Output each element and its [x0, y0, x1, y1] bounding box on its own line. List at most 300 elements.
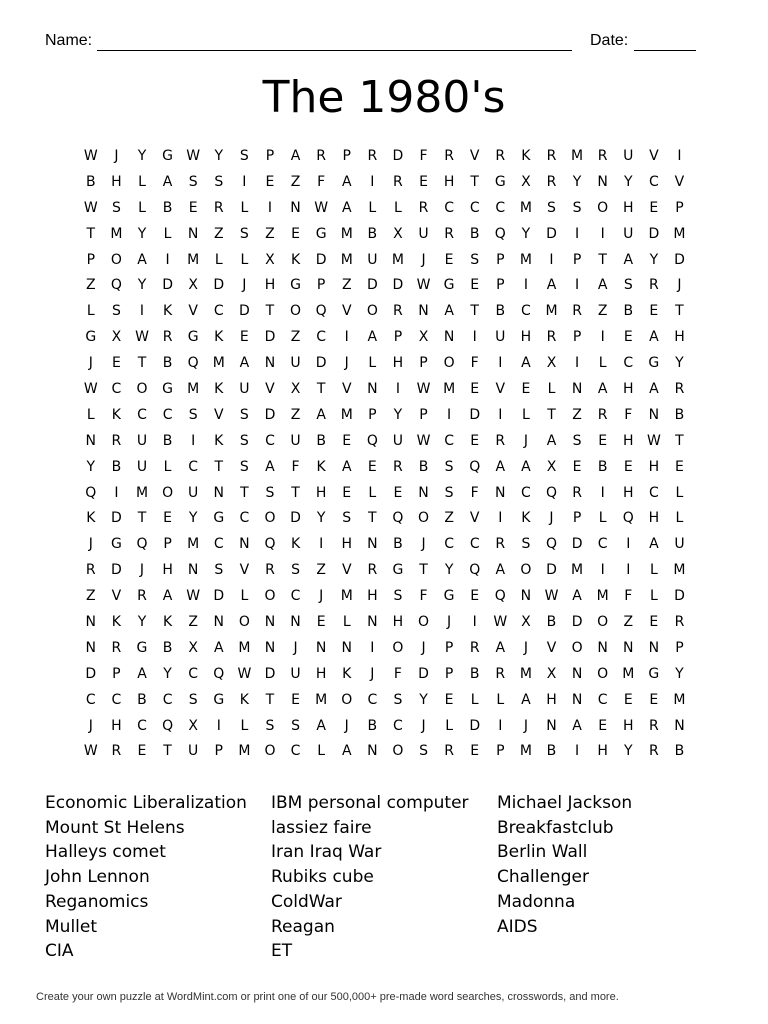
- grid-cell[interactable]: F: [317, 173, 326, 190]
- grid-cell[interactable]: F: [393, 665, 402, 682]
- grid-cell[interactable]: Z: [597, 303, 608, 320]
- grid-cell[interactable]: D: [264, 406, 276, 423]
- grid-cell[interactable]: W: [83, 380, 98, 397]
- grid-cell[interactable]: S: [444, 458, 454, 475]
- grid-cell[interactable]: L: [342, 613, 351, 630]
- grid-cell[interactable]: M: [135, 484, 149, 501]
- grid-cell[interactable]: E: [265, 173, 275, 190]
- grid-cell[interactable]: E: [419, 173, 428, 190]
- grid-cell[interactable]: P: [112, 665, 121, 682]
- grid-cell[interactable]: C: [290, 588, 301, 605]
- grid-cell[interactable]: N: [367, 380, 378, 397]
- grid-cell[interactable]: R: [469, 639, 480, 656]
- grid-cell[interactable]: O: [597, 199, 609, 216]
- grid-cell[interactable]: C: [111, 380, 122, 397]
- grid-cell[interactable]: P: [265, 147, 275, 164]
- grid-cell[interactable]: E: [291, 225, 300, 242]
- grid-cell[interactable]: D: [392, 277, 404, 294]
- grid-cell[interactable]: G: [213, 691, 225, 708]
- grid-cell[interactable]: C: [521, 303, 531, 320]
- grid-cell[interactable]: C: [597, 536, 608, 553]
- grid-cell[interactable]: O: [264, 588, 276, 605]
- grid-cell[interactable]: G: [443, 588, 455, 605]
- grid-cell[interactable]: Q: [545, 536, 557, 553]
- grid-cell[interactable]: L: [240, 251, 249, 268]
- grid-cell[interactable]: D: [469, 717, 481, 734]
- grid-cell[interactable]: F: [624, 588, 633, 605]
- grid-cell[interactable]: N: [187, 562, 199, 579]
- grid-cell[interactable]: G: [110, 536, 122, 553]
- grid-cell[interactable]: I: [216, 717, 221, 734]
- grid-cell[interactable]: V: [341, 380, 352, 397]
- grid-cell[interactable]: J: [293, 639, 298, 656]
- grid-cell[interactable]: E: [470, 380, 480, 397]
- grid-cell[interactable]: D: [315, 355, 327, 372]
- grid-cell[interactable]: P: [675, 639, 684, 656]
- grid-cell[interactable]: S: [291, 562, 300, 579]
- grid-cell[interactable]: D: [111, 510, 122, 527]
- grid-cell[interactable]: C: [188, 665, 199, 682]
- grid-cell[interactable]: T: [368, 510, 377, 527]
- grid-cell[interactable]: I: [395, 380, 400, 397]
- grid-cell[interactable]: N: [418, 303, 429, 320]
- grid-cell[interactable]: K: [214, 329, 224, 346]
- grid-cell[interactable]: T: [419, 562, 428, 579]
- grid-cell[interactable]: C: [444, 432, 454, 449]
- grid-cell[interactable]: H: [546, 691, 557, 708]
- grid-cell[interactable]: K: [290, 251, 301, 268]
- grid-cell[interactable]: G: [162, 380, 173, 397]
- grid-cell[interactable]: N: [264, 639, 276, 656]
- grid-cell[interactable]: R: [597, 147, 608, 164]
- grid-cell[interactable]: L: [496, 691, 505, 708]
- grid-cell[interactable]: X: [290, 380, 301, 397]
- grid-cell[interactable]: V: [649, 147, 659, 164]
- grid-cell[interactable]: J: [421, 251, 426, 268]
- grid-cell[interactable]: S: [547, 199, 556, 216]
- grid-cell[interactable]: C: [495, 199, 506, 216]
- grid-cell[interactable]: Z: [86, 588, 96, 605]
- grid-cell[interactable]: E: [342, 432, 352, 449]
- grid-cell[interactable]: N: [571, 691, 583, 708]
- grid-cell[interactable]: A: [495, 562, 506, 579]
- grid-cell[interactable]: M: [340, 225, 353, 242]
- grid-cell[interactable]: Y: [649, 251, 659, 268]
- grid-cell[interactable]: S: [470, 251, 480, 268]
- grid-cell[interactable]: N: [85, 639, 97, 656]
- grid-cell[interactable]: W: [83, 147, 98, 164]
- grid-cell[interactable]: L: [86, 406, 95, 423]
- grid-cell[interactable]: Q: [110, 277, 122, 294]
- grid-cell[interactable]: L: [240, 199, 249, 216]
- grid-cell[interactable]: J: [319, 588, 324, 605]
- grid-cell[interactable]: H: [623, 380, 634, 397]
- grid-cell[interactable]: I: [600, 562, 605, 579]
- grid-cell[interactable]: I: [575, 743, 580, 760]
- grid-cell[interactable]: C: [444, 536, 454, 553]
- grid-cell[interactable]: B: [469, 225, 480, 242]
- grid-cell[interactable]: N: [520, 588, 532, 605]
- grid-cell[interactable]: N: [264, 613, 276, 630]
- grid-cell[interactable]: Z: [572, 406, 582, 423]
- grid-cell[interactable]: O: [597, 665, 609, 682]
- grid-cell[interactable]: S: [291, 717, 300, 734]
- grid-cell[interactable]: U: [674, 536, 685, 553]
- grid-cell[interactable]: K: [239, 691, 249, 708]
- grid-cell[interactable]: I: [447, 406, 452, 423]
- grid-cell[interactable]: I: [498, 406, 503, 423]
- grid-cell[interactable]: I: [600, 484, 605, 501]
- grid-cell[interactable]: R: [367, 147, 378, 164]
- grid-cell[interactable]: R: [444, 743, 454, 760]
- grid-cell[interactable]: H: [264, 277, 276, 294]
- grid-cell[interactable]: U: [290, 432, 301, 449]
- grid-cell[interactable]: C: [137, 406, 147, 423]
- grid-cell[interactable]: L: [368, 355, 377, 372]
- grid-cell[interactable]: A: [341, 458, 352, 475]
- grid-cell[interactable]: G: [648, 665, 660, 682]
- grid-cell[interactable]: S: [444, 484, 454, 501]
- grid-cell[interactable]: E: [444, 691, 454, 708]
- grid-cell[interactable]: C: [316, 329, 327, 346]
- grid-cell[interactable]: M: [110, 225, 123, 242]
- grid-cell[interactable]: V: [469, 510, 480, 527]
- grid-cell[interactable]: S: [393, 588, 403, 605]
- grid-cell[interactable]: A: [265, 458, 275, 475]
- grid-cell[interactable]: L: [598, 355, 607, 372]
- grid-cell[interactable]: N: [648, 406, 660, 423]
- grid-cell[interactable]: K: [162, 303, 173, 320]
- grid-cell[interactable]: C: [623, 355, 634, 372]
- grid-cell[interactable]: N: [367, 613, 378, 630]
- grid-cell[interactable]: E: [623, 691, 633, 708]
- grid-cell[interactable]: V: [341, 562, 352, 579]
- grid-cell[interactable]: B: [316, 432, 326, 449]
- grid-cell[interactable]: D: [111, 562, 122, 579]
- grid-cell[interactable]: M: [571, 562, 584, 579]
- grid-cell[interactable]: A: [649, 380, 659, 397]
- grid-cell[interactable]: R: [597, 406, 608, 423]
- grid-cell[interactable]: S: [572, 199, 582, 216]
- grid-cell[interactable]: S: [623, 277, 633, 294]
- grid-cell[interactable]: D: [213, 588, 225, 605]
- grid-cell[interactable]: Q: [315, 303, 327, 320]
- grid-cell[interactable]: C: [265, 432, 275, 449]
- grid-cell[interactable]: D: [290, 510, 301, 527]
- grid-cell[interactable]: B: [418, 458, 429, 475]
- grid-cell[interactable]: N: [597, 639, 608, 656]
- grid-cell[interactable]: P: [342, 147, 351, 164]
- grid-cell[interactable]: G: [290, 277, 301, 294]
- grid-cell[interactable]: D: [392, 147, 404, 164]
- grid-cell[interactable]: E: [521, 380, 531, 397]
- grid-cell[interactable]: H: [648, 458, 660, 475]
- grid-cell[interactable]: N: [290, 199, 301, 216]
- grid-cell[interactable]: N: [443, 329, 455, 346]
- grid-cell[interactable]: M: [545, 303, 558, 320]
- grid-cell[interactable]: U: [136, 458, 148, 475]
- grid-cell[interactable]: C: [162, 691, 173, 708]
- grid-cell[interactable]: D: [85, 665, 97, 682]
- grid-cell[interactable]: R: [495, 432, 506, 449]
- grid-cell[interactable]: B: [367, 225, 378, 242]
- grid-cell[interactable]: H: [341, 536, 352, 553]
- grid-cell[interactable]: G: [392, 562, 404, 579]
- grid-cell[interactable]: J: [88, 536, 93, 553]
- grid-cell[interactable]: H: [443, 173, 455, 190]
- grid-cell[interactable]: C: [188, 458, 199, 475]
- grid-cell[interactable]: H: [623, 484, 634, 501]
- grid-cell[interactable]: L: [394, 199, 402, 216]
- grid-cell[interactable]: E: [598, 432, 608, 449]
- grid-cell[interactable]: P: [368, 406, 377, 423]
- grid-cell[interactable]: V: [546, 639, 557, 656]
- grid-cell[interactable]: X: [188, 639, 198, 656]
- grid-cell[interactable]: S: [239, 458, 249, 475]
- grid-cell[interactable]: O: [264, 743, 276, 760]
- grid-cell[interactable]: I: [575, 225, 580, 242]
- grid-cell[interactable]: Q: [545, 484, 557, 501]
- grid-cell[interactable]: P: [444, 639, 454, 656]
- grid-cell[interactable]: N: [571, 665, 583, 682]
- grid-cell[interactable]: G: [213, 510, 225, 527]
- grid-cell[interactable]: K: [316, 458, 326, 475]
- grid-cell[interactable]: V: [469, 147, 480, 164]
- grid-cell[interactable]: Q: [469, 562, 481, 579]
- grid-cell[interactable]: C: [213, 536, 224, 553]
- grid-cell[interactable]: B: [393, 536, 403, 553]
- grid-cell[interactable]: H: [367, 588, 378, 605]
- grid-cell[interactable]: L: [598, 510, 607, 527]
- grid-cell[interactable]: A: [239, 355, 250, 372]
- grid-cell[interactable]: E: [649, 303, 659, 320]
- grid-cell[interactable]: W: [186, 147, 201, 164]
- grid-cell[interactable]: J: [88, 717, 93, 734]
- grid-cell[interactable]: I: [575, 355, 580, 372]
- grid-cell[interactable]: J: [447, 613, 452, 630]
- grid-cell[interactable]: I: [242, 173, 247, 190]
- grid-cell[interactable]: S: [521, 536, 531, 553]
- grid-cell[interactable]: U: [239, 380, 250, 397]
- grid-cell[interactable]: B: [137, 691, 147, 708]
- grid-cell[interactable]: E: [649, 691, 659, 708]
- grid-cell[interactable]: E: [342, 484, 352, 501]
- grid-cell[interactable]: V: [495, 380, 506, 397]
- grid-cell[interactable]: Y: [521, 225, 531, 242]
- grid-cell[interactable]: M: [340, 251, 353, 268]
- grid-cell[interactable]: X: [521, 173, 531, 190]
- grid-cell[interactable]: Q: [85, 484, 97, 501]
- grid-cell[interactable]: M: [340, 588, 353, 605]
- grid-cell[interactable]: A: [213, 639, 224, 656]
- grid-cell[interactable]: E: [470, 432, 480, 449]
- grid-cell[interactable]: D: [418, 665, 429, 682]
- grid-cell[interactable]: U: [418, 225, 429, 242]
- grid-cell[interactable]: S: [188, 406, 198, 423]
- grid-cell[interactable]: W: [237, 665, 252, 682]
- grid-cell[interactable]: O: [110, 251, 122, 268]
- grid-cell[interactable]: E: [623, 329, 633, 346]
- grid-cell[interactable]: P: [163, 536, 172, 553]
- grid-cell[interactable]: N: [367, 743, 378, 760]
- grid-cell[interactable]: M: [622, 665, 635, 682]
- grid-cell[interactable]: R: [111, 743, 122, 760]
- grid-cell[interactable]: D: [571, 536, 583, 553]
- grid-cell[interactable]: A: [521, 691, 531, 708]
- grid-cell[interactable]: I: [165, 251, 170, 268]
- grid-cell[interactable]: J: [523, 639, 528, 656]
- grid-cell[interactable]: Y: [214, 147, 224, 164]
- grid-cell[interactable]: C: [469, 199, 480, 216]
- grid-cell[interactable]: E: [470, 588, 480, 605]
- grid-cell[interactable]: R: [393, 173, 403, 190]
- grid-cell[interactable]: A: [572, 588, 582, 605]
- grid-cell[interactable]: E: [470, 277, 480, 294]
- grid-cell[interactable]: E: [444, 251, 454, 268]
- grid-cell[interactable]: A: [367, 329, 378, 346]
- grid-cell[interactable]: T: [137, 355, 147, 372]
- grid-cell[interactable]: L: [214, 251, 223, 268]
- grid-cell[interactable]: F: [419, 147, 428, 164]
- grid-cell[interactable]: K: [162, 613, 173, 630]
- grid-cell[interactable]: E: [649, 613, 659, 630]
- grid-cell[interactable]: N: [239, 536, 250, 553]
- grid-cell[interactable]: E: [188, 199, 198, 216]
- grid-cell[interactable]: E: [239, 329, 249, 346]
- grid-cell[interactable]: F: [419, 588, 428, 605]
- grid-cell[interactable]: E: [598, 717, 608, 734]
- grid-cell[interactable]: N: [315, 639, 327, 656]
- grid-cell[interactable]: I: [191, 432, 196, 449]
- grid-cell[interactable]: Q: [469, 458, 481, 475]
- grid-cell[interactable]: M: [673, 225, 686, 242]
- grid-cell[interactable]: A: [444, 303, 454, 320]
- grid-cell[interactable]: Z: [290, 406, 301, 423]
- grid-cell[interactable]: M: [519, 665, 532, 682]
- grid-cell[interactable]: T: [137, 510, 147, 527]
- grid-cell[interactable]: D: [238, 303, 250, 320]
- grid-cell[interactable]: A: [521, 355, 531, 372]
- grid-cell[interactable]: F: [624, 406, 633, 423]
- grid-cell[interactable]: K: [342, 665, 352, 682]
- grid-cell[interactable]: O: [597, 613, 609, 630]
- grid-cell[interactable]: I: [267, 199, 273, 216]
- grid-cell[interactable]: M: [238, 743, 251, 760]
- grid-cell[interactable]: B: [162, 199, 173, 216]
- grid-cell[interactable]: M: [238, 639, 251, 656]
- grid-cell[interactable]: V: [188, 303, 198, 320]
- grid-cell[interactable]: B: [597, 458, 608, 475]
- grid-cell[interactable]: V: [213, 406, 224, 423]
- grid-cell[interactable]: R: [674, 613, 685, 630]
- grid-cell[interactable]: M: [673, 691, 686, 708]
- grid-cell[interactable]: I: [549, 251, 554, 268]
- grid-cell[interactable]: C: [213, 303, 224, 320]
- grid-cell[interactable]: A: [316, 406, 326, 423]
- grid-cell[interactable]: O: [162, 484, 174, 501]
- grid-cell[interactable]: R: [572, 484, 582, 501]
- grid-cell[interactable]: B: [162, 355, 173, 372]
- grid-cell[interactable]: C: [85, 691, 96, 708]
- grid-cell[interactable]: P: [419, 355, 428, 372]
- grid-cell[interactable]: D: [213, 277, 225, 294]
- grid-cell[interactable]: E: [367, 458, 377, 475]
- grid-cell[interactable]: T: [316, 380, 326, 397]
- grid-cell[interactable]: M: [519, 199, 532, 216]
- grid-cell[interactable]: C: [162, 406, 173, 423]
- grid-cell[interactable]: H: [315, 484, 327, 501]
- grid-cell[interactable]: O: [418, 613, 430, 630]
- grid-cell[interactable]: I: [472, 613, 477, 630]
- grid-cell[interactable]: J: [139, 562, 145, 579]
- grid-cell[interactable]: H: [648, 510, 660, 527]
- grid-cell[interactable]: R: [546, 329, 557, 346]
- grid-cell[interactable]: B: [674, 406, 685, 423]
- grid-cell[interactable]: H: [111, 173, 122, 190]
- grid-cell[interactable]: I: [626, 536, 631, 553]
- grid-cell[interactable]: M: [391, 251, 404, 268]
- grid-cell[interactable]: U: [290, 355, 301, 372]
- grid-cell[interactable]: L: [138, 173, 146, 190]
- name-field[interactable]: [97, 32, 572, 51]
- grid-cell[interactable]: I: [139, 303, 145, 320]
- grid-cell[interactable]: E: [393, 484, 403, 501]
- grid-cell[interactable]: C: [469, 536, 480, 553]
- grid-cell[interactable]: U: [623, 225, 634, 242]
- grid-cell[interactable]: D: [469, 406, 481, 423]
- grid-cell[interactable]: Q: [162, 717, 174, 734]
- grid-cell[interactable]: O: [238, 613, 250, 630]
- grid-cell[interactable]: D: [571, 613, 583, 630]
- grid-cell[interactable]: O: [571, 639, 583, 656]
- grid-cell[interactable]: K: [214, 432, 224, 449]
- grid-cell[interactable]: G: [136, 639, 148, 656]
- grid-cell[interactable]: A: [597, 277, 608, 294]
- grid-cell[interactable]: P: [496, 251, 505, 268]
- grid-cell[interactable]: I: [498, 355, 503, 372]
- grid-cell[interactable]: S: [188, 691, 198, 708]
- grid-cell[interactable]: Y: [137, 613, 147, 630]
- grid-cell[interactable]: D: [264, 665, 276, 682]
- grid-cell[interactable]: S: [342, 510, 352, 527]
- grid-cell[interactable]: H: [597, 743, 608, 760]
- grid-cell[interactable]: M: [187, 251, 200, 268]
- grid-cell[interactable]: M: [519, 251, 532, 268]
- grid-cell[interactable]: U: [623, 147, 634, 164]
- grid-cell[interactable]: D: [315, 251, 327, 268]
- grid-cell[interactable]: C: [137, 717, 147, 734]
- grid-cell[interactable]: S: [239, 147, 249, 164]
- grid-cell[interactable]: R: [648, 743, 659, 760]
- grid-cell[interactable]: L: [675, 510, 684, 527]
- grid-cell[interactable]: T: [291, 484, 300, 501]
- grid-cell[interactable]: Y: [137, 277, 147, 294]
- grid-cell[interactable]: I: [498, 510, 503, 527]
- grid-cell[interactable]: B: [367, 717, 378, 734]
- grid-cell[interactable]: R: [111, 639, 122, 656]
- grid-cell[interactable]: A: [290, 147, 301, 164]
- grid-cell[interactable]: A: [495, 458, 506, 475]
- grid-cell[interactable]: X: [521, 613, 531, 630]
- grid-cell[interactable]: N: [546, 717, 557, 734]
- grid-cell[interactable]: O: [392, 639, 404, 656]
- grid-cell[interactable]: E: [291, 691, 300, 708]
- grid-cell[interactable]: X: [265, 251, 275, 268]
- grid-cell[interactable]: Z: [444, 510, 454, 527]
- grid-cell[interactable]: W: [416, 380, 431, 397]
- grid-cell[interactable]: A: [495, 639, 506, 656]
- grid-cell[interactable]: Q: [187, 355, 199, 372]
